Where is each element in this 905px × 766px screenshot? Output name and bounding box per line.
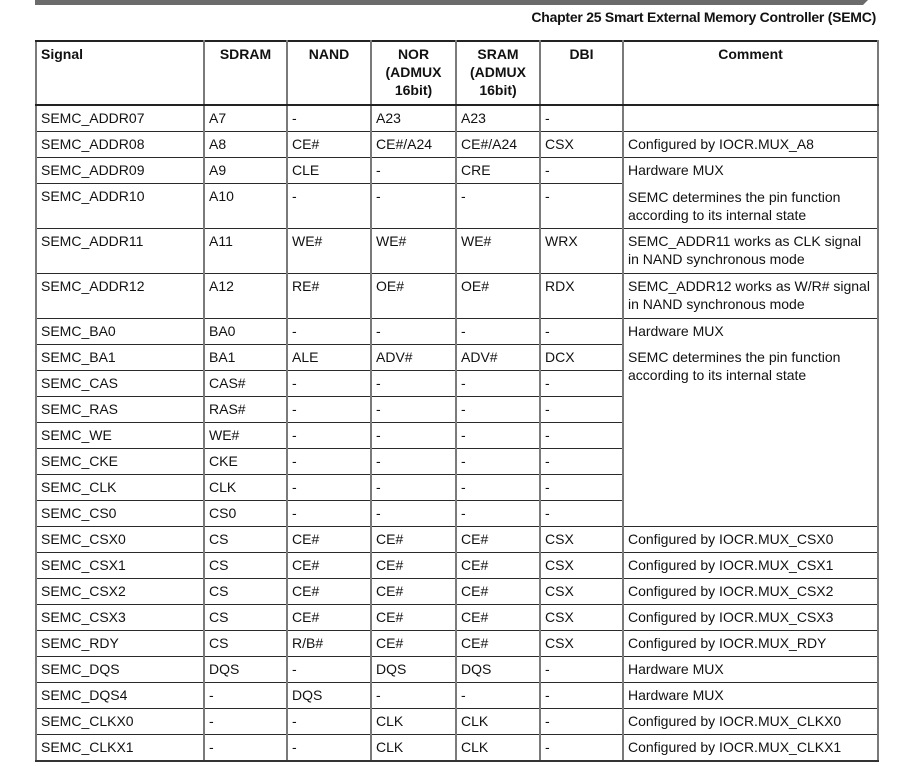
table-row (36, 683, 878, 709)
cell-nor: DQS (371, 657, 456, 683)
cell-nor: CE# (371, 605, 456, 631)
cell-sdram: CS0 (204, 501, 287, 527)
cell-dbi: - (540, 735, 623, 762)
cell-sram: - (456, 449, 540, 475)
comment-line: SEMC determines the pin function according to its internal state (628, 189, 841, 223)
table-row (36, 579, 878, 605)
cell-nand: - (287, 423, 371, 449)
cell-dbi: RDX (540, 274, 623, 319)
table-row (36, 105, 878, 132)
cell-nand: - (287, 371, 371, 397)
cell-dbi: CSX (540, 605, 623, 631)
cell-sram: CE#/A24 (456, 132, 540, 158)
cell-sram: CLK (456, 735, 540, 762)
cell-signal: SEMC_CSX1 (36, 553, 204, 579)
cell-nand: DQS (287, 683, 371, 709)
cell-signal: SEMC_ADDR12 (36, 274, 204, 319)
cell-signal: SEMC_BA1 (36, 345, 204, 371)
table-row (36, 631, 878, 657)
table-row (36, 132, 878, 158)
cell-comment: Configured by IOCR.MUX_CLKX1 (623, 735, 878, 762)
cell-nor: OE# (371, 274, 456, 319)
cell-signal: SEMC_CSX0 (36, 527, 204, 553)
cell-dbi: CSX (540, 132, 623, 158)
table-row (36, 605, 878, 631)
cell-comment: Hardware MUX (623, 683, 878, 709)
cell-signal: SEMC_CSX3 (36, 605, 204, 631)
cell-signal: SEMC_ADDR09 (36, 158, 204, 184)
comment-line: SEMC determines the pin function according to its internal state (628, 349, 841, 383)
table-row (36, 274, 878, 319)
cell-nand: - (287, 709, 371, 735)
cell-nor: - (371, 371, 456, 397)
cell-dbi: - (540, 683, 623, 709)
header-sram-line1: SRAM (477, 46, 519, 62)
cell-signal: SEMC_ADDR10 (36, 184, 204, 229)
cell-dbi: - (540, 105, 623, 132)
cell-nand: - (287, 475, 371, 501)
cell-comment: SEMC_ADDR12 works as W/R# signal in NAND synchronous mode (623, 274, 878, 319)
cell-signal: SEMC_DQS (36, 657, 204, 683)
header-sdram: SDRAM (204, 41, 287, 105)
cell-sram: CE# (456, 579, 540, 605)
cell-dbi: - (540, 709, 623, 735)
cell-nor: CE# (371, 579, 456, 605)
header-dbi: DBI (540, 41, 623, 105)
cell-sram: - (456, 501, 540, 527)
cell-comment: Configured by IOCR.MUX_CSX2 (623, 579, 878, 605)
cell-nand: CE# (287, 605, 371, 631)
cell-nor: - (371, 397, 456, 423)
cell-signal: SEMC_BA0 (36, 319, 204, 345)
comment-line: Hardware MUX (628, 162, 724, 178)
table-row (36, 657, 878, 683)
cell-signal: SEMC_CKE (36, 449, 204, 475)
cell-dbi: DCX (540, 345, 623, 371)
cell-nand: R/B# (287, 631, 371, 657)
header-sram-line3: 16bit) (479, 82, 517, 98)
cell-nor: - (371, 501, 456, 527)
cell-nand: CE# (287, 553, 371, 579)
table-row (36, 319, 878, 345)
cell-sdram: A11 (204, 229, 287, 274)
comment-line: Hardware MUX (628, 323, 724, 339)
table-row (36, 709, 878, 735)
table-row (36, 553, 878, 579)
cell-sdram: WE# (204, 423, 287, 449)
cell-nand: - (287, 449, 371, 475)
cell-nor: CE# (371, 527, 456, 553)
header-comment: Comment (623, 41, 878, 105)
cell-sdram: CAS# (204, 371, 287, 397)
cell-signal: SEMC_CSX2 (36, 579, 204, 605)
cell-sram: WE# (456, 229, 540, 274)
cell-sdram: A12 (204, 274, 287, 319)
cell-sram: - (456, 475, 540, 501)
cell-dbi: CSX (540, 579, 623, 605)
cell-signal: SEMC_ADDR11 (36, 229, 204, 274)
cell-dbi: CSX (540, 553, 623, 579)
cell-sdram: CKE (204, 449, 287, 475)
cell-sdram: CS (204, 631, 287, 657)
cell-signal: SEMC_DQS4 (36, 683, 204, 709)
cell-sram: - (456, 319, 540, 345)
header-nor-line1: NOR (397, 46, 430, 62)
cell-sram: - (456, 371, 540, 397)
cell-sdram: A9 (204, 158, 287, 184)
table-header-row (36, 41, 878, 105)
cell-signal: SEMC_ADDR08 (36, 132, 204, 158)
cell-sram: CRE (456, 158, 540, 184)
cell-nand: CE# (287, 132, 371, 158)
cell-nor: - (371, 449, 456, 475)
cell-sram: CLK (456, 709, 540, 735)
cell-sram: A23 (456, 105, 540, 132)
cell-dbi: - (540, 371, 623, 397)
cell-comment: Hardware MUX (623, 657, 878, 683)
cell-sram: DQS (456, 657, 540, 683)
cell-sram: ADV# (456, 345, 540, 371)
cell-nand: CLE (287, 158, 371, 184)
cell-nor: A23 (371, 105, 456, 132)
cell-sdram: A10 (204, 184, 287, 229)
cell-sdram: CLK (204, 475, 287, 501)
cell-comment: Configured by IOCR.MUX_CSX0 (623, 527, 878, 553)
cell-dbi: - (540, 475, 623, 501)
header-sram (456, 41, 540, 105)
cell-sram: CE# (456, 553, 540, 579)
cell-nor: - (371, 475, 456, 501)
cell-sdram: CS (204, 527, 287, 553)
cell-nand: - (287, 735, 371, 762)
cell-sram: - (456, 397, 540, 423)
cell-signal: SEMC_ADDR07 (36, 105, 204, 132)
cell-signal: SEMC_CLK (36, 475, 204, 501)
cell-comment: Configured by IOCR.MUX_CSX1 (623, 553, 878, 579)
cell-sdram: - (204, 735, 287, 762)
cell-nand: RE# (287, 274, 371, 319)
cell-comment: Configured by IOCR.MUX_CSX3 (623, 605, 878, 631)
cell-sram: CE# (456, 631, 540, 657)
cell-sram: - (456, 184, 540, 229)
cell-sram: - (456, 683, 540, 709)
cell-sdram: BA1 (204, 345, 287, 371)
cell-dbi: CSX (540, 527, 623, 553)
cell-comment-merged (623, 158, 878, 229)
chapter-title: Chapter 25 Smart External Memory Controller (SEMC) (531, 9, 876, 25)
cell-sdram: DQS (204, 657, 287, 683)
cell-nand: - (287, 184, 371, 229)
cell-sram: CE# (456, 527, 540, 553)
cell-signal: SEMC_CLKX1 (36, 735, 204, 762)
cell-nor: - (371, 423, 456, 449)
cell-nand: - (287, 397, 371, 423)
cell-nor: CE# (371, 553, 456, 579)
cell-nor: - (371, 319, 456, 345)
cell-nor: ADV# (371, 345, 456, 371)
cell-nand: - (287, 319, 371, 345)
cell-comment-merged (623, 319, 878, 527)
cell-comment (623, 105, 878, 132)
cell-signal: SEMC_WE (36, 423, 204, 449)
cell-nand: ALE (287, 345, 371, 371)
cell-nor: CLK (371, 709, 456, 735)
header-nor-line2: (ADMUX (385, 64, 442, 80)
cell-comment: Configured by IOCR.MUX_CLKX0 (623, 709, 878, 735)
semc-signal-table (35, 40, 879, 762)
cell-sdram: CS (204, 579, 287, 605)
cell-nor: CLK (371, 735, 456, 762)
cell-signal: SEMC_RDY (36, 631, 204, 657)
cell-nand: CE# (287, 527, 371, 553)
cell-signal: SEMC_CAS (36, 371, 204, 397)
cell-sdram: CS (204, 553, 287, 579)
header-signal: Signal (36, 41, 204, 105)
cell-dbi: WRX (540, 229, 623, 274)
page-header-bar (35, 0, 868, 5)
cell-nand: - (287, 501, 371, 527)
header-nor (371, 41, 456, 105)
table-row (36, 158, 878, 184)
cell-comment: SEMC_ADDR11 works as CLK signal in NAND synchronous mode (623, 229, 878, 274)
cell-sdram: A7 (204, 105, 287, 132)
cell-sdram: RAS# (204, 397, 287, 423)
cell-nor: CE#/A24 (371, 132, 456, 158)
cell-nand: WE# (287, 229, 371, 274)
cell-nor: CE# (371, 631, 456, 657)
cell-nor: - (371, 683, 456, 709)
cell-nor: - (371, 158, 456, 184)
table-row (36, 229, 878, 274)
cell-signal: SEMC_CLKX0 (36, 709, 204, 735)
cell-sram: CE# (456, 605, 540, 631)
cell-nand: - (287, 105, 371, 132)
cell-dbi: - (540, 423, 623, 449)
cell-dbi: - (540, 319, 623, 345)
cell-sdram: BA0 (204, 319, 287, 345)
cell-sdram: - (204, 709, 287, 735)
cell-signal: SEMC_CS0 (36, 501, 204, 527)
cell-sram: - (456, 423, 540, 449)
cell-nand: - (287, 657, 371, 683)
cell-dbi: - (540, 449, 623, 475)
header-sram-line2: (ADMUX (470, 64, 526, 80)
cell-signal: SEMC_RAS (36, 397, 204, 423)
table-row (36, 527, 878, 553)
cell-dbi: - (540, 397, 623, 423)
cell-dbi: - (540, 501, 623, 527)
cell-nor: WE# (371, 229, 456, 274)
cell-sdram: - (204, 683, 287, 709)
cell-comment: Configured by IOCR.MUX_A8 (623, 132, 878, 158)
cell-nand: CE# (287, 579, 371, 605)
cell-dbi: - (540, 158, 623, 184)
cell-sdram: CS (204, 605, 287, 631)
cell-sdram: A8 (204, 132, 287, 158)
cell-dbi: - (540, 657, 623, 683)
header-nor-line3: 16bit) (394, 82, 433, 98)
table-row (36, 735, 878, 762)
cell-dbi: - (540, 184, 623, 229)
cell-comment: Configured by IOCR.MUX_RDY (623, 631, 878, 657)
cell-nor: - (371, 184, 456, 229)
header-nand: NAND (287, 41, 371, 105)
cell-sram: OE# (456, 274, 540, 319)
cell-dbi: CSX (540, 631, 623, 657)
